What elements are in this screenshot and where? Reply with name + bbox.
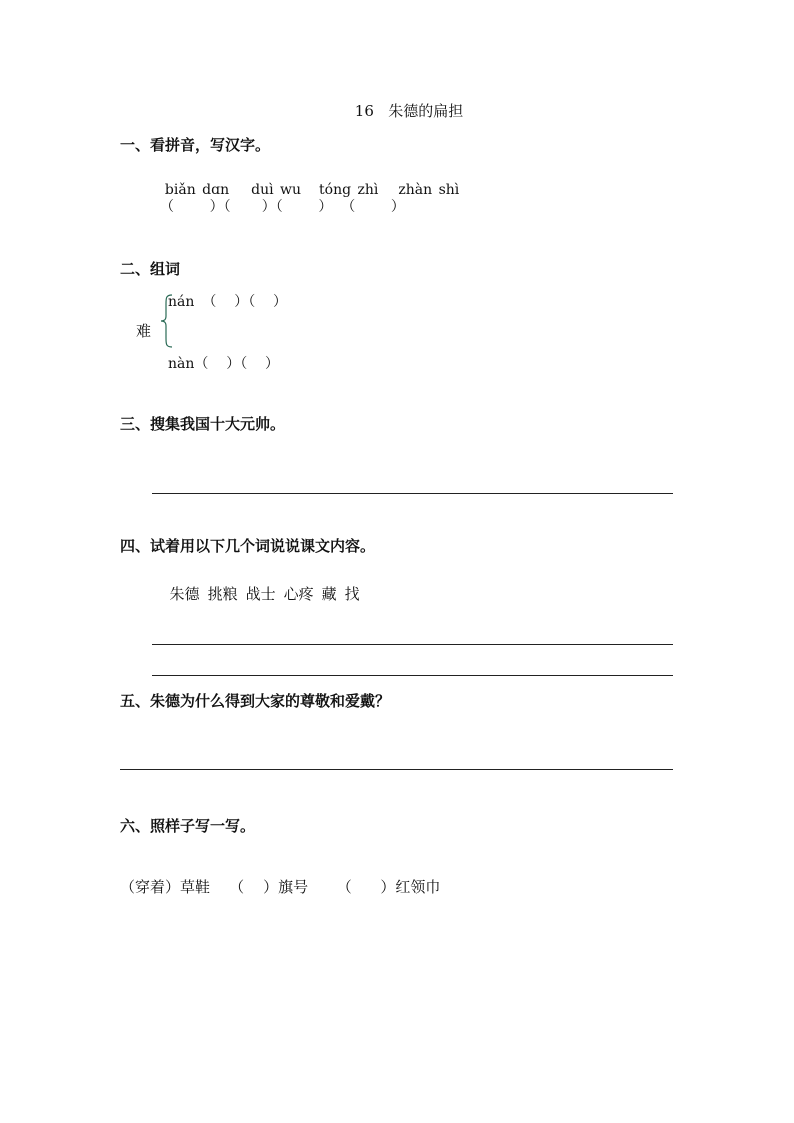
answer-line-q3[interactable] [152, 493, 673, 494]
blanks-nan-2[interactable]: （ ）（ ） [194, 356, 279, 372]
answer-blanks-row[interactable]: （ ）（ ）（ ） （ ） [160, 199, 405, 215]
word-item: 挑粮 [207, 585, 238, 603]
pinyin-nan-2nd-tone: nán （ ）（ ） [168, 294, 287, 310]
page-title: 16 朱德的扁担 [354, 102, 464, 120]
pinyin-1: biǎn dɑn [164, 182, 230, 198]
blanks-nan-1[interactable]: （ ）（ ） [202, 294, 287, 310]
question-2-heading: 二、组词 [120, 260, 181, 278]
answer-line-q4-2[interactable] [152, 675, 673, 676]
question-5-heading: 五、朱德为什么得到大家的尊敬和爱戴？ [120, 692, 391, 710]
word-item: 心疼 [283, 585, 314, 603]
question-3-heading: 三、搜集我国十大元帅。 [120, 415, 286, 433]
pinyin-2: duì wu [251, 182, 302, 198]
answer-line-q4-1[interactable] [152, 644, 673, 645]
character-nan: 难 [136, 322, 152, 340]
pinyin-nan-4th-tone: nàn（ ）（ ） [168, 356, 279, 372]
word-item: 战士 [245, 585, 276, 603]
pinyin-4: zhàn shì [398, 182, 460, 198]
pinyin-3: tóng zhì [319, 182, 379, 198]
word-item: 朱德 [169, 585, 200, 603]
example-row[interactable]: （穿着）草鞋 （ ）旗号 （ ）红领巾 [120, 878, 441, 896]
answer-line-q5[interactable] [120, 769, 673, 770]
word-list [160, 565, 368, 604]
question-4-heading: 四、试着用以下几个词说说课文内容。 [120, 537, 376, 555]
pinyin-row [152, 166, 459, 198]
word-item: 找 [344, 585, 360, 603]
question-1-heading: 一、看拼音，写汉字。 [120, 136, 271, 154]
word-item: 藏 [321, 585, 337, 603]
question-6-heading: 六、照样子写一写。 [120, 817, 256, 835]
